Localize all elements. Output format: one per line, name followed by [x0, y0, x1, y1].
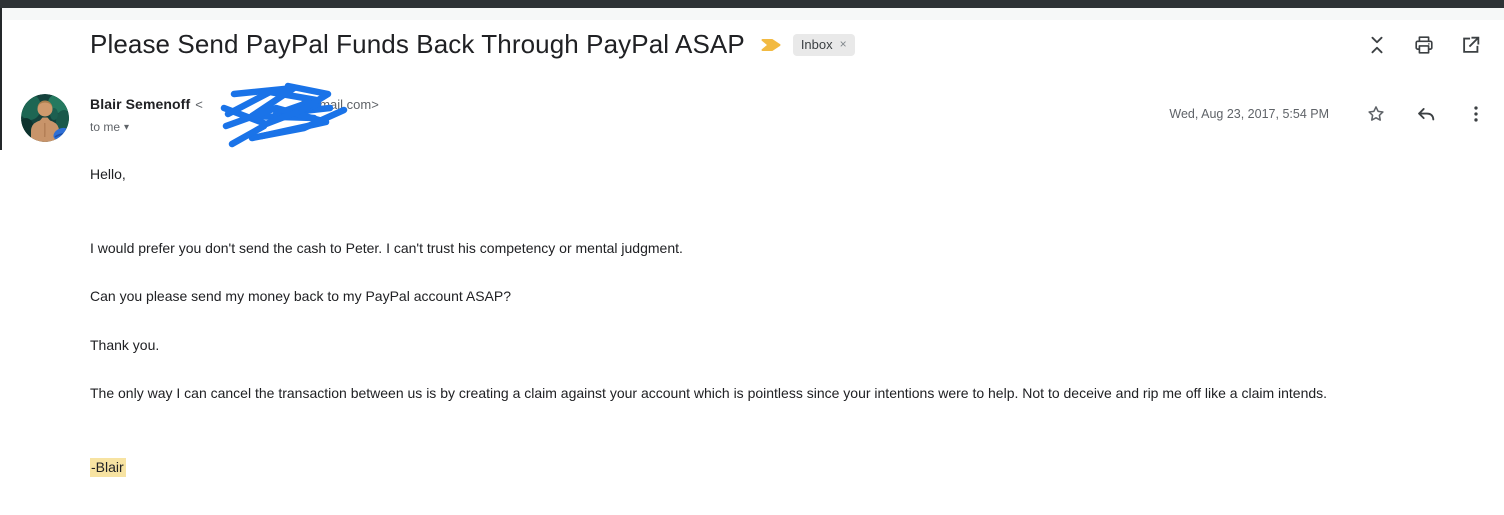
- important-marker-icon: [761, 37, 781, 53]
- highlighted-signature: -Blair: [91, 458, 124, 475]
- window-left-edge: [0, 8, 2, 150]
- email-subject: Please Send PayPal Funds Back Through PayPal ASAP: [90, 29, 745, 59]
- message-date: Wed, Aug 23, 2017, 5:54 PM: [1169, 107, 1329, 121]
- message-meta: [1169, 94, 1487, 125]
- email-body: [0, 142, 1504, 479]
- sender-name[interactable]: Blair Semenoff: [90, 96, 191, 112]
- subject-row: [0, 20, 1504, 62]
- print-icon[interactable]: [1413, 34, 1435, 56]
- body-paragraph: The only way I can cancel the transaction between us is by creating a claim against your account which is pointless since your intentions were to help. Not to deceive and rip me off like a claim intends.: [90, 385, 1328, 401]
- remove-label-icon[interactable]: ×: [839, 37, 847, 51]
- star-icon[interactable]: [1365, 103, 1387, 125]
- sender-email: < @gmail.com>: [195, 97, 379, 112]
- collapse-all-icon[interactable]: [1366, 34, 1388, 56]
- inbox-label-text: Inbox: [800, 36, 833, 52]
- reply-icon[interactable]: [1415, 103, 1437, 125]
- page-top-band: [0, 8, 1504, 20]
- body-paragraph: Can you please send my money back to my PayPal account ASAP?: [90, 288, 512, 304]
- sender-line: [90, 96, 379, 112]
- window-top-edge: [0, 0, 1504, 8]
- body-paragraph: Hello,: [90, 166, 126, 182]
- chevron-down-icon: ▾: [124, 121, 130, 133]
- sender-avatar[interactable]: [21, 94, 69, 142]
- recipient-dropdown[interactable]: [90, 120, 379, 134]
- inbox-label-chip[interactable]: [793, 34, 855, 56]
- more-vert-icon[interactable]: [1465, 103, 1487, 125]
- open-in-new-icon[interactable]: [1460, 34, 1482, 56]
- subject-actions: [1366, 34, 1488, 56]
- body-paragraph: Thank you.: [90, 336, 160, 353]
- sender-block: [90, 94, 379, 134]
- recipient-label: to me: [90, 120, 121, 134]
- body-paragraph: I would prefer you don't send the cash to Peter. I can't trust his competency or mental judgment.: [90, 239, 683, 256]
- message-header: [0, 62, 1504, 142]
- signature-line: [90, 455, 1464, 480]
